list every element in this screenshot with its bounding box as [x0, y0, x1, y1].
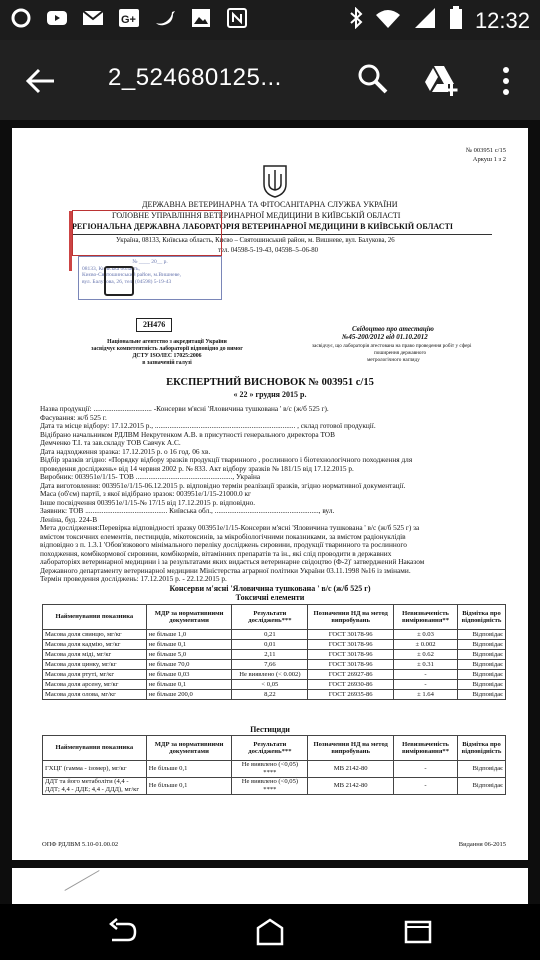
back-arrow-icon[interactable]: [24, 64, 58, 98]
document-page: [12, 128, 528, 860]
col-header: Відмітка про відповідність: [457, 605, 505, 630]
table-row: [43, 660, 506, 670]
registration-stamp: [72, 210, 222, 256]
table-header-row: [43, 605, 506, 630]
stamp-line: Києво-Святошинський район, м.Вишневе,: [82, 272, 181, 278]
next-page-preview: [12, 868, 528, 904]
clock: 12:32: [474, 7, 530, 33]
col-header: МДР за нормативними документами: [146, 736, 232, 761]
app-bar: [0, 40, 540, 120]
table-row: [43, 680, 506, 690]
accreditation-text: Національне агентство з акредитації України: [107, 339, 227, 345]
col-header: Невизначеність вимірювання**: [394, 736, 458, 761]
signal-icon: [413, 7, 437, 34]
youtube-icon: [46, 7, 68, 29]
file-title: 2_524680125...: [108, 64, 282, 91]
document-date: « 22 » грудня 2015 р.: [233, 390, 307, 399]
certificate-text: метрологічного нагляду: [367, 357, 420, 363]
table-cell: Масова доля арсену, мг/кг: [43, 680, 147, 690]
pest-heading: Пестициди: [250, 725, 290, 734]
table-cell: ГОСТ 30178-96: [308, 650, 394, 660]
toxic-elements-table: [42, 604, 506, 700]
svg-text:G+: G+: [121, 14, 136, 26]
body-line: походження, комбікормової сировини, комбікормів, вітамінних препаратів та ін., які слід проводити в державних: [40, 548, 392, 558]
status-bar: [0, 0, 540, 40]
add-to-drive-icon[interactable]: [424, 62, 460, 98]
certificate-number: №45-200/2012 від 01.10.2012: [342, 333, 428, 341]
body-line: проведення досліджень» від 14 червня 2002 р. № 833. Акт відбору зразків № 181/15 від 17.12.2015 р.: [40, 463, 354, 473]
search-icon[interactable]: [356, 62, 390, 96]
coat-of-arms-icon: [262, 164, 288, 198]
certificate-text: засвідчує, що лабораторія атестована на право проведення робіт у сфері: [312, 343, 472, 349]
edition: Видання 06-2015: [458, 841, 506, 848]
table-cell: -: [394, 670, 458, 680]
org-header-2: ГОЛОВНЕ УПРАВЛІННЯ ВЕТЕРИНАРНОЇ МЕДИЦИНИ В КИЇВСЬКІЙ ОБЛАСТІ: [112, 211, 401, 220]
accreditation-text: в зазначеній галузі: [142, 360, 192, 366]
table-cell: ± 0.03: [394, 630, 458, 640]
table-cell: Масова доля кадмію, мг/кг: [43, 640, 147, 650]
col-header: МДР за нормативними документами: [146, 605, 232, 630]
table-cell: ГОСТ 26930-86: [308, 680, 394, 690]
table-cell: Відповідає: [457, 630, 505, 640]
body-line: Мета дослідження:Перевірка відповідності зразку 003951е/1/15-Консерви м'ясні 'Яловичина тушкована ' в/с (ж/б 525 г) за: [40, 523, 420, 532]
table-cell: ± 1.64: [394, 690, 458, 700]
pesticides-table: [42, 735, 506, 795]
wifi-icon: [375, 7, 401, 34]
form-code: ОПФ РДЛВМ 5.10-01.00.02: [42, 841, 119, 848]
col-header: Позначення НД на метод випробувань: [308, 605, 394, 630]
table-cell: Масова доля ртуті, мг/кг: [43, 670, 147, 680]
bluetooth-icon: [349, 7, 363, 34]
org-phone: тел. 04598-5-19-43, 04598–5–06-80: [218, 247, 318, 254]
table-cell: не більше 0,03: [146, 670, 232, 680]
table-cell: Відповідає: [457, 761, 505, 778]
body-line: відповідно з п. 1.3.1 'Обов'язкового мінімального переліку досліджень сировини, продукції тваринного та рослинного: [40, 540, 407, 549]
body-line: Леніна, буд. 224-В: [40, 514, 98, 524]
table-cell: ± 0.002: [394, 640, 458, 650]
body-line: Інше посвідчення 003951е/1/15-№ 17/15 від 17.12.2015 р. відповідно.: [40, 497, 256, 507]
table-cell: Відповідає: [457, 680, 505, 690]
table-cell: Не виявлено (<0,05) ****: [232, 778, 308, 795]
col-header: Невизначеність вимірювання**: [394, 605, 458, 630]
table-cell: Масова доля цинку, мг/кг: [43, 660, 147, 670]
org-header-1: ДЕРЖАВНА ВЕТЕРИНАРНА ТА ФІТОСАНІТАРНА СЛУЖБА УКРАЇНИ: [142, 200, 398, 209]
battery-icon: [449, 6, 463, 35]
more-vert-icon[interactable]: [498, 64, 514, 98]
table-cell: Масова доля свинцю, мг/кг: [43, 630, 147, 640]
table-cell: < 0,05: [232, 680, 308, 690]
col-header: Найменування показника: [43, 605, 147, 630]
body-line: Дата виготовлення: 003951е/1/15-06.12.2015 р. відповідно термін реалізації зразків, згідно нормативної документації.: [40, 480, 406, 490]
body-line: Фасування: ж/б 525 г.: [40, 412, 107, 422]
table-cell: 8,22: [232, 690, 308, 700]
table-cell: не більше 0,1: [146, 640, 232, 650]
table-cell: не більше 0,1: [146, 680, 232, 690]
table-cell: Масова доля олова, мг/кг: [43, 690, 147, 700]
table-cell: Відповідає: [457, 778, 505, 795]
table-header-row: [43, 736, 506, 761]
table-cell: не більше 200,0: [146, 690, 232, 700]
table-row: [43, 690, 506, 700]
certificate-text: поширення державного: [374, 350, 427, 356]
table-cell: Не більше 0,1: [146, 761, 232, 778]
org-address: Україна, 08133, Київська область, Києво – Святошинський район, м. Вишневе, вул. Балукова, 26: [116, 237, 395, 244]
table-cell: -: [394, 761, 458, 778]
table-cell: Масова доля міді, мг/кг: [43, 650, 147, 660]
body-line: Назва продукції: ................................ -Консерви м'ясні 'Яловичина тушкована ' в/с (ж/б 525 г).: [40, 405, 329, 413]
col-header: Позначення НД на метод випробувань: [308, 736, 394, 761]
org-header-3: РЕГІОНАЛЬНА ДЕРЖАВНА ЛАБОРАТОРІЯ ВЕТЕРИНАРНОЇ МЕДИЦИНИ В КИЇВСЬКІЙ ОБЛАСТІ: [72, 222, 454, 231]
document-body: [40, 405, 510, 584]
table-cell: Відповідає: [457, 660, 505, 670]
table-cell: Відповідає: [457, 650, 505, 660]
table-cell: МВ 2142-80: [308, 778, 394, 795]
body-line: Дата надходження зразка: 17.12.2015 р. о 16 год. 06 хв.: [40, 446, 211, 456]
table-cell: Відповідає: [457, 690, 505, 700]
body-line: Виробник: 003951е/1/15- ТОВ ....................................................., Україна: [40, 472, 261, 481]
toxic-heading: Токсичні елементи: [235, 593, 305, 602]
accreditation-text: ДСТУ ISO/IEC 17025:2006: [132, 353, 202, 359]
accreditation-text: засвідчує компетентність лабораторії відповідно до вимог: [91, 346, 243, 352]
navigation-bar: [0, 904, 540, 960]
table-cell: Відповідає: [457, 670, 505, 680]
table-cell: 0,01: [232, 640, 308, 650]
gallery-icon: [190, 7, 212, 29]
nfc-icon: [226, 7, 248, 29]
table-cell: -: [394, 778, 458, 795]
table-row: [43, 640, 506, 650]
table-cell: ГОСТ 30178-96: [308, 660, 394, 670]
stamp-line: 08133, Київська область,: [82, 265, 140, 272]
table-row: [43, 650, 506, 660]
table-cell: Відповідає: [457, 640, 505, 650]
opera-icon: [10, 7, 32, 29]
table-cell: 7,66: [232, 660, 308, 670]
col-header: Найменування показника: [43, 736, 147, 761]
table-cell: Не виявлено (< 0.002): [232, 670, 308, 680]
home-nav-icon[interactable]: [254, 916, 286, 948]
table-cell: ГОСТ 26927-86: [308, 670, 394, 680]
table-cell: ГОСТ 30178-96: [308, 630, 394, 640]
table-row: [43, 761, 506, 778]
table-row: [43, 778, 506, 795]
body-line: Заявник: ТОВ ............................................. Київська обл., ........................................................., вул.: [40, 506, 335, 515]
col-header: Результати досліджень***: [232, 605, 308, 630]
stamp-block: [78, 256, 222, 300]
certificate-title: Свідоцтво про атестацію: [352, 325, 434, 333]
table-cell: не більше 5,0: [146, 650, 232, 660]
table-cell: не більше 1,0: [146, 630, 232, 640]
recents-nav-icon[interactable]: [402, 916, 434, 948]
doc-number-corner: № 003951 с/15: [465, 147, 506, 154]
twitter-icon: [154, 7, 176, 29]
table-cell: ГХЦГ (гамма - ізомер), мг/кг: [43, 761, 147, 778]
table-cell: ДДТ та його метаболіти (4,4 - ДДТ; 4,4 - ДДЕ; 4,4 - ДДД), мг/кг: [43, 778, 147, 795]
gmail-icon: [82, 7, 104, 29]
table-row: [43, 630, 506, 640]
google-plus-icon: [118, 7, 140, 29]
accreditation-logo: [104, 266, 134, 296]
stamp-line: № ____ 20__ р.: [132, 259, 168, 265]
back-nav-icon[interactable]: [106, 916, 138, 948]
page-counter: Аркуш 1 з 2: [472, 156, 506, 163]
body-line: лабораторіях ветеринарної медицини і за результатами яких видається ветеринарне свідоцтво (Ф-2)' затверджений Наказом: [40, 557, 425, 566]
body-line: Відбір зразків згідно: «Порядку відбору зразків продукції тваринного , рослинного і біотехнологічного походження для: [40, 455, 413, 464]
col-header: Відмітка про відповідність: [457, 736, 505, 761]
body-line: Відібрано начальником РДЛВМ Некрутенком А.В. в присутності генерального директора ТОВ: [40, 429, 335, 439]
table-cell: не більше 70,0: [146, 660, 232, 670]
table-cell: 2,11: [232, 650, 308, 660]
table-row: [43, 670, 506, 680]
product-heading: Консерви м'ясні 'Яловичина тушкована ' в/с (ж/б 525 г): [169, 584, 371, 593]
table-cell: Не більше 0,1: [146, 778, 232, 795]
body-line: Державного департаменту ветеринарної медицини Міністерства аграрної політики України 03.11.1998 №16 із змінами.: [40, 565, 411, 575]
lab-reg-number: 2Н476: [136, 318, 172, 332]
body-line: Термін проведення досліджень: 17.12.2015 р. - 22.12.2015 р.: [40, 574, 227, 583]
table-cell: ± 0.31: [394, 660, 458, 670]
stamp-line: вул. Балукова, 26, тел. (04598) 5-19-43: [82, 278, 172, 285]
table-cell: -: [394, 680, 458, 690]
document-viewer[interactable]: [0, 120, 540, 904]
body-line: Маса (об'єм) партії, з якої відібрано зразок: 003951е/1/15-21000.0 кг: [40, 489, 252, 498]
table-cell: ГОСТ 26935-86: [308, 690, 394, 700]
table-cell: МВ 2142-80: [308, 761, 394, 778]
col-header: Результати досліджень***: [232, 736, 308, 761]
table-cell: ± 0.62: [394, 650, 458, 660]
body-line: вмістом токсичних елементів, пестицидів, мікотоксинів, за мікробіологічними показниками, за вмістом радіонуклідів: [40, 531, 406, 541]
table-cell: Не виявлено (<0,05) ****: [232, 761, 308, 778]
table-cell: 0,21: [232, 630, 308, 640]
body-line: Дата та місце відбору: 17.12.2015 р., ............................................................................. , склад готової продукції.: [40, 421, 376, 430]
table-cell: ГОСТ 30178-96: [308, 640, 394, 650]
document-title: ЕКСПЕРТНИЙ ВИСНОВОК № 003951 с/15: [166, 377, 374, 388]
body-line: Демченко Т.І. та зав.складу ТОВ Савчук А.С.: [40, 438, 181, 447]
